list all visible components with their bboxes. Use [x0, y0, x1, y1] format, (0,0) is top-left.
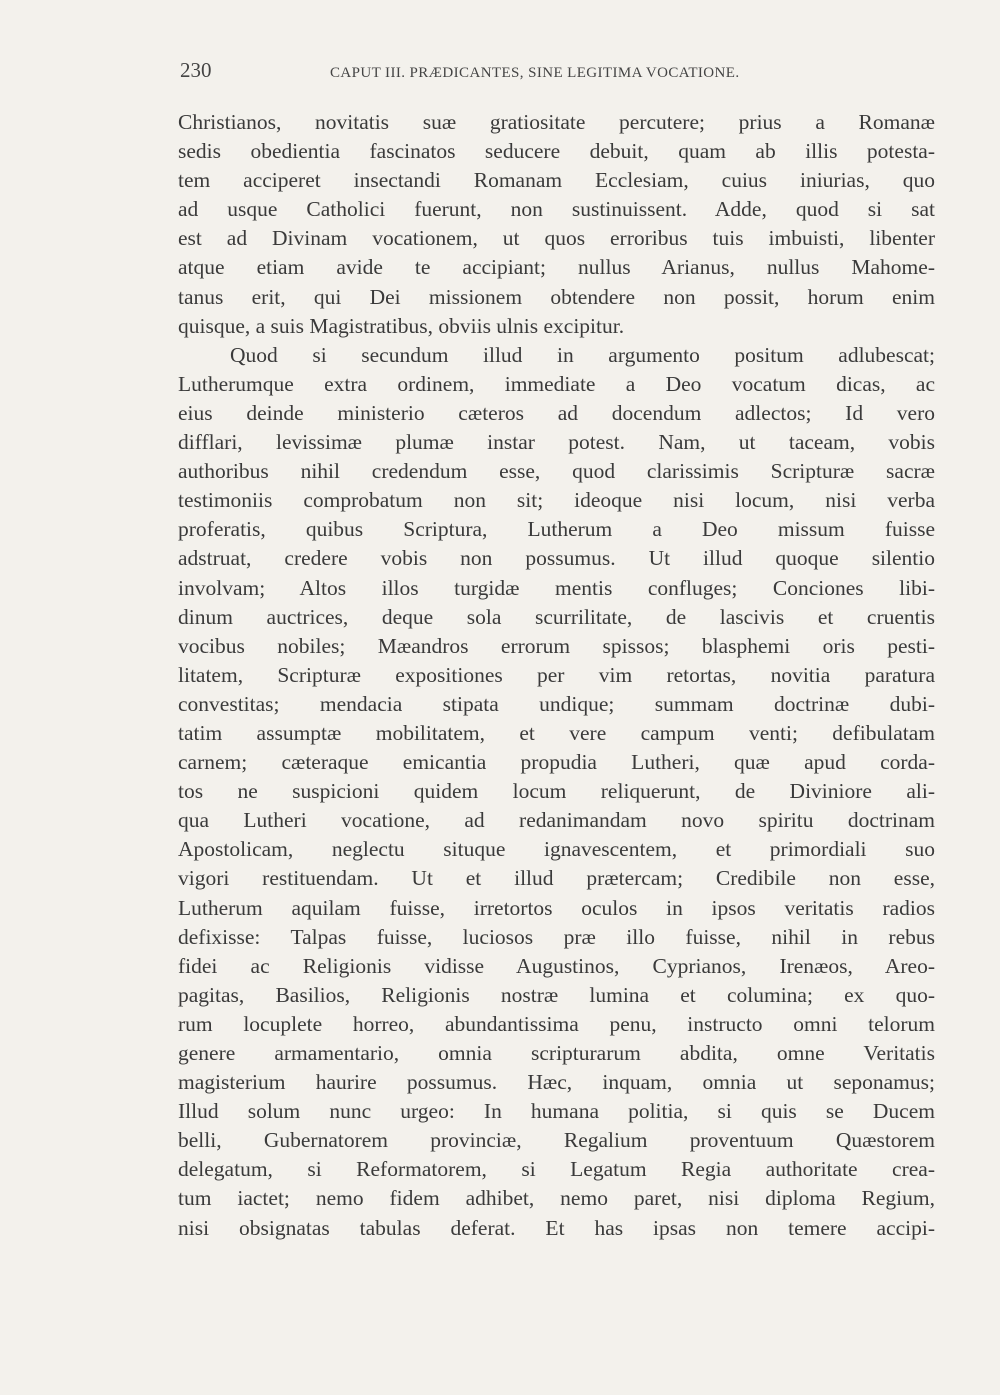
- text-line: Lutherum aquilam fuisse, irretortos oculos in ipsos veritatis radios: [178, 895, 935, 920]
- text-line: authoribus nihil credendum esse, quod clarissimis Scripturæ sacræ: [178, 459, 935, 484]
- text-line: Lutherumque extra ordinem, immediate a Deo vocatum dicas, ac: [178, 371, 935, 396]
- text-line: rum locuplete horreo, abundantissima penu, instructo omni telorum: [178, 1011, 935, 1036]
- body-text: [178, 108, 935, 1243]
- text-line: Illud solum nunc urgeo: In humana politia, si quis se Ducem: [178, 1099, 935, 1124]
- text-line: litatem, Scripturæ expositiones per vim retortas, novitia paratura: [178, 662, 935, 687]
- text-line: sedis obedientia fascinatos seducere debuit, quam ab illis potesta-: [178, 139, 935, 164]
- running-title: CAPUT III. PRÆDICANTES, SINE LEGITIMA VOCATIONE.: [330, 65, 740, 81]
- running-head: [180, 58, 936, 88]
- text-line: involvam; Altos illos turgidæ mentis confluges; Conciones libi-: [178, 575, 935, 600]
- text-line: belli, Gubernatorem provinciæ, Regalium proventuum Quæstorem: [178, 1128, 935, 1153]
- text-line: est ad Divinam vocationem, ut quos erroribus tuis imbuisti, libenter: [178, 226, 935, 251]
- text-line: defixisse: Talpas fuisse, luciosos præ illo fuisse, nihil in rebus: [178, 924, 935, 949]
- text-line: tum iactet; nemo fidem adhibet, nemo paret, nisi diploma Regium,: [178, 1186, 935, 1211]
- text-line: nisi obsignatas tabulas deferat. Et has ipsas non temere accipi-: [178, 1215, 935, 1240]
- text-line: Quod si secundum illud in argumento positum adlubescat;: [230, 342, 935, 367]
- page-number: 230: [180, 58, 212, 82]
- text-line: quisque, a suis Magistratibus, obviis ulnis excipitur.: [178, 313, 625, 338]
- text-line: fidei ac Religionis vidisse Augustinos, Cyprianos, Irenæos, Areo-: [178, 953, 935, 978]
- text-line: pagitas, Basilios, Religionis nostræ lumina et columina; ex quo-: [178, 982, 935, 1007]
- text-line: proferatis, quibus Scriptura, Lutherum a Deo missum fuisse: [178, 517, 935, 542]
- text-line: qua Lutheri vocatione, ad redanimandam novo spiritu doctrinam: [178, 808, 935, 833]
- text-line: difflari, levissimæ plumæ instar potest. Nam, ut taceam, vobis: [178, 430, 935, 455]
- text-line: dinum auctrices, deque sola scurrilitate, de lascivis et cruentis: [178, 604, 935, 629]
- text-line: eius deinde ministerio cæteros ad docendum adlectos; Id vero: [178, 400, 935, 425]
- text-line: magisterium haurire possumus. Hæc, inquam, omnia ut seponamus;: [178, 1070, 935, 1095]
- text-line: tatim assumptæ mobilitatem, et vere campum venti; defibulatam: [178, 720, 935, 745]
- text-line: vocibus nobiles; Mæandros errorum spissos; blasphemi oris pesti-: [178, 633, 935, 658]
- text-line: atque etiam avide te accipiant; nullus Arianus, nullus Mahome-: [178, 255, 935, 280]
- text-line: Apostolicam, neglectu situque ignavescentem, et primordiali suo: [178, 837, 935, 862]
- text-line: genere armamentario, omnia scripturarum abdita, omne Veritatis: [178, 1041, 935, 1065]
- text-line: tanus erit, qui Dei missionem obtendere non possit, horum enim: [178, 284, 935, 309]
- text-line: testimoniis comprobatum non sit; ideoque nisi locum, nisi verba: [178, 488, 935, 513]
- text-line: ad usque Catholici fuerunt, non sustinuissent. Adde, quod si sat: [178, 197, 935, 222]
- text-line: tem acciperet insectandi Romanam Ecclesiam, cuius iniurias, quo: [178, 168, 935, 193]
- text-line: carnem; cæteraque emicantia propudia Lutheri, quæ apud corda-: [178, 750, 935, 775]
- text-line: adstruat, credere vobis non possumus. Ut illud quoque silentio: [178, 546, 935, 571]
- text-line: delegatum, si Reformatorem, si Legatum Regia authoritate crea-: [178, 1157, 935, 1182]
- text-line: Christianos, novitatis suæ gratiositate percutere; prius a Romanæ: [178, 110, 935, 134]
- text-line: vigori restituendam. Ut et illud prætercam; Credibile non esse,: [178, 866, 935, 891]
- text-line: tos ne suspicioni quidem locum reliquerunt, de Diviniore ali-: [178, 779, 935, 804]
- text-line: convestitas; mendacia stipata undique; summam doctrinæ dubi-: [178, 691, 935, 716]
